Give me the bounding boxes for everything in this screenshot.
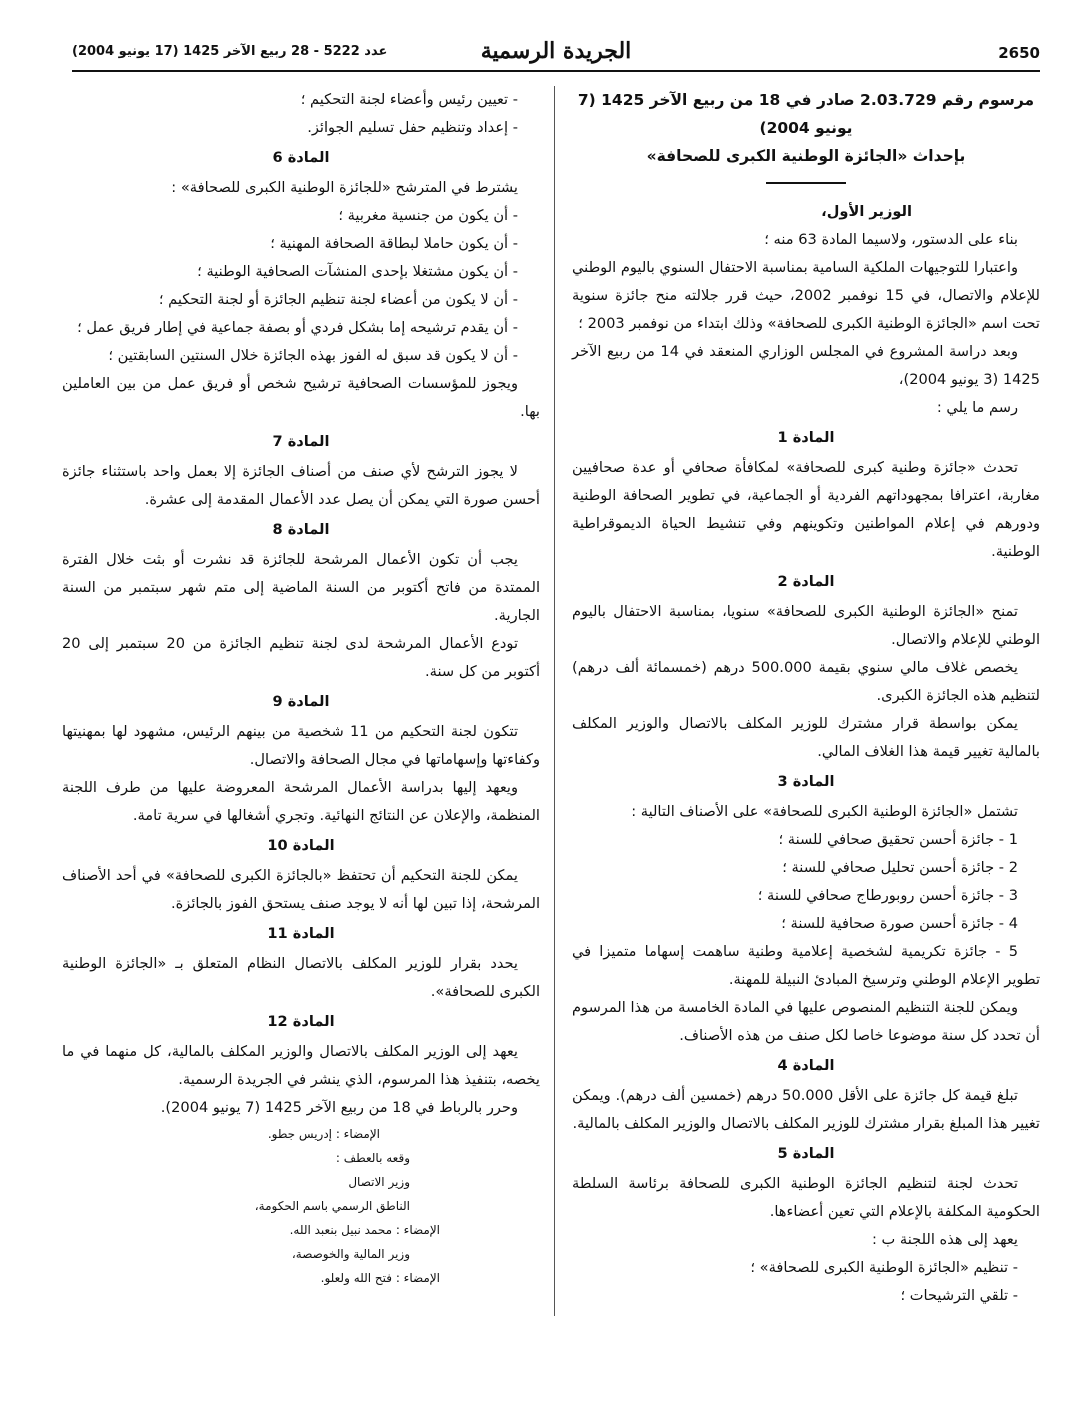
- list-item: - أن لا يكون من أعضاء لجنة تنظيم الجائزة أو لجنة التحكيم ؛: [158, 291, 518, 308]
- article-text: يحدد بقرار للوزير المكلف بالاتصال النظام المتعلق بـ «الجائزة الوطنية الكبرى للصحافة».: [62, 955, 540, 1000]
- list-item: 1 - جائزة أحسن تحقيق صحافي للسنة ؛: [778, 831, 1018, 848]
- article-title: المادة 9: [272, 693, 330, 710]
- article-text: يخصص غلاف مالي سنوي بقيمة 500.000 درهم (خمسمائة ألف درهم) لتنظيم هذه الجائزة الكبرى.: [572, 659, 1040, 704]
- signature-name: الإمضاء : فتح الله ولعلو.: [320, 1271, 440, 1285]
- preamble-paragraph: بناء على الدستور، ولاسيما المادة 63 منه ؛: [764, 231, 1018, 248]
- article-text: يمكن بواسطة قرار مشترك للوزير المكلف بالاتصال والوزير المكلف بالمالية تغيير قيمة هذا الغلاف المالي.: [572, 715, 1040, 760]
- preamble-paragraph: وبعد دراسة المشروع في المجلس الوزاري المنعقد في 14 من ربيع الآخر 1425 (3 يونيو 2004)،: [572, 343, 1040, 388]
- article-title: المادة 3: [777, 773, 835, 790]
- signature-title: الناطق الرسمي باسم الحكومة،: [254, 1199, 410, 1213]
- page-number: 2650: [998, 44, 1040, 62]
- article-text: ويعهد إليها بدراسة الأعمال المرشحة المعروضة عليها من طرف اللجنة المنظمة، والإعلان عن النتائج النهائية. وتجري أشغالها في سرية تامة.: [62, 779, 540, 824]
- list-item: 4 - جائزة أحسن صورة صحافية للسنة ؛: [781, 915, 1018, 932]
- article-title: المادة 4: [777, 1057, 835, 1074]
- article-text: تبلغ قيمة كل جائزة على الأقل 50.000 درهم (خمسين ألف درهم). ويمكن تغيير هذا المبلغ بقرار مشترك للوزير المكلف بالاتصال والوزير المكلف بالمالية.: [572, 1087, 1040, 1132]
- countersigned-label: وقعه بالعطف :: [335, 1151, 410, 1165]
- article-title: المادة 7: [272, 433, 330, 450]
- article-text: وحرر بالرباط في 18 من ربيع الآخر 1425 (7 يونيو 2004).: [160, 1099, 518, 1116]
- article-title: المادة 12: [267, 1013, 335, 1030]
- article-text: يعهد إلى هذه اللجنة ب :: [872, 1231, 1018, 1248]
- title-rule: [766, 182, 846, 184]
- decree-subtitle: بإحداث «الجائزة الوطنية الكبرى للصحافة»: [646, 147, 966, 165]
- article-title: المادة 2: [777, 573, 835, 590]
- list-item: - أن لا يكون قد سبق له الفوز بهذه الجائزة خلال السنتين السابقتين ؛: [108, 347, 518, 364]
- article-text: تشتمل «الجائزة الوطنية الكبرى للصحافة» على الأصناف التالية :: [631, 803, 1018, 820]
- signature-name: الإمضاء : محمد نبيل بنعبد الله.: [289, 1223, 440, 1237]
- issue-info: عدد 5222 - 28 ربيع الآخر 1425 (17 يونيو 2004): [72, 44, 388, 59]
- journal-title: الجريدة الرسمية: [480, 38, 632, 64]
- article-title: المادة 11: [267, 925, 335, 942]
- list-item: - أن يكون من جنسية مغربية ؛: [338, 207, 518, 224]
- list-item: - أن يكون حاملا لبطاقة الصحافة المهنية ؛: [270, 235, 518, 252]
- preamble-paragraph: واعتبارا للتوجيهات الملكية السامية بمناسبة الاحتفال السنوي باليوم الوطني للإعلام والاتصال، في 15 نوفمبر 2002، حيث قرر جلالته منح جائزة سنوية تحت اسم «الجائزة الوطنية الكبرى للصحافة» وذلك ابتداء من نوفمبر 2003 ؛: [572, 259, 1040, 332]
- list-item: 2 - جائزة أحسن تحليل صحافي للسنة ؛: [782, 859, 1018, 876]
- article-text: تحدث لجنة لتنظيم الجائزة الوطنية الكبرى للصحافة برئاسة السلطة الحكومية المكلفة بالإعلام التي تعين أعضاءها.: [572, 1175, 1040, 1220]
- column-divider: [554, 86, 555, 1316]
- list-item: - أن يكون مشتغلا بإحدى المنشآت الصحافية الوطنية ؛: [197, 263, 518, 280]
- list-item: 5 - جائزة تكريمية لشخصية إعلامية وطنية ساهمت إسهاما متميزا في تطوير الإعلام الوطني وترسيخ المبادئ النبيلة للمهنة.: [572, 943, 1040, 988]
- signature-title: وزير الاتصال: [348, 1175, 410, 1189]
- article-title: المادة 1: [777, 429, 835, 446]
- article-text: يمكن للجنة التحكيم أن تحتفظ «بالجائزة الكبرى للصحافة» في أحد الأصناف المرشحة، إذا تبين لها أنه لا يوجد صنف يستحق الفوز بالجائزة.: [62, 867, 540, 912]
- article-title: المادة 8: [272, 521, 330, 538]
- list-item: - تلقي الترشيحات ؛: [900, 1287, 1018, 1304]
- article-title: المادة 6: [272, 149, 330, 166]
- article-text: ويمكن للجنة التنظيم المنصوص عليها في المادة الخامسة من هذا المرسوم أن تحدد كل سنة موضوعا خاصا لكل صنف من هذه الأصناف.: [572, 999, 1040, 1044]
- page-header: [72, 36, 1040, 72]
- list-item: - تنظيم «الجائزة الوطنية الكبرى للصحافة» ؛: [750, 1259, 1018, 1276]
- article-text: تحدث «جائزة وطنية كبرى للصحافة» لمكافأة صحافي أو عدة صحافيين مغاربة، اعترافا بمجهوداتهم الفردية أو الجماعية، في تطوير الصحافة الوطنية ودورهم في إعلام المواطنين وتكوينهم وفي تنشيط الحياة الديموقراطية الوطنية.: [572, 459, 1040, 560]
- decree-title: مرسوم رقم 2.03.729 صادر في 18 من ربيع الآخر 1425 (7 يونيو 2004): [577, 91, 1035, 137]
- article-title: المادة 5: [777, 1145, 835, 1162]
- minister-heading: الوزير الأول،: [821, 203, 912, 220]
- list-item: - تعيين رئيس وأعضاء لجنة التحكيم ؛: [300, 91, 518, 108]
- article-text: يشترط في المترشح «للجائزة الوطنية الكبرى للصحافة» :: [171, 179, 518, 196]
- right-column: [572, 86, 1040, 1310]
- article-title: المادة 10: [267, 837, 335, 854]
- list-item: - إعداد وتنظيم حفل تسليم الجوائز.: [307, 119, 518, 136]
- article-text: ويجوز للمؤسسات الصحافية ترشيح شخص أو فريق عمل من بين العاملين بها.: [62, 375, 540, 420]
- left-column: [62, 86, 540, 1290]
- signature-title: وزير المالية والخوصصة،: [291, 1247, 410, 1261]
- preamble-paragraph: رسم ما يلي :: [936, 399, 1018, 416]
- article-text: تمنح «الجائزة الوطنية الكبرى للصحافة» سنويا، بمناسبة الاحتفال باليوم الوطني للإعلام والاتصال.: [572, 603, 1040, 648]
- list-item: 3 - جائزة أحسن روبورطاج صحافي للسنة ؛: [757, 887, 1018, 904]
- article-text: تودع الأعمال المرشحة لدى لجنة تنظيم الجائزة من 20 سبتمبر إلى 20 أكتوبر من كل سنة.: [62, 635, 540, 680]
- article-text: يعهد إلى الوزير المكلف بالاتصال والوزير المكلف بالمالية، كل منهما في ما يخصه، بتنفيذ هذا المرسوم، الذي ينشر في الجريدة الرسمية.: [62, 1043, 540, 1088]
- article-text: يجب أن تكون الأعمال المرشحة للجائزة قد نشرت أو بثت خلال الفترة الممتدة من فاتح أكتوبر من السنة الماضية إلى متم شهر سبتمبر من السنة الجارية.: [62, 551, 540, 624]
- article-text: تتكون لجنة التحكيم من 11 شخصية من بينهم الرئيس، مشهود لها بمهنيتها وكفاءتها وإسهاماتها في مجال الصحافة والاتصال.: [62, 723, 540, 768]
- list-item: - أن يقدم ترشيحه إما بشكل فردي أو بصفة جماعية في إطار فريق عمل ؛: [77, 319, 518, 336]
- article-text: لا يجوز الترشح لأي صنف من أصناف الجائزة إلا بعمل واحد باستثناء جائزة أحسن صورة التي يمكن أن يصل عدد الأعمال المقدمة إلى عشرة.: [62, 463, 540, 508]
- signature-pm: الإمضاء : إدريس جطو.: [267, 1127, 380, 1141]
